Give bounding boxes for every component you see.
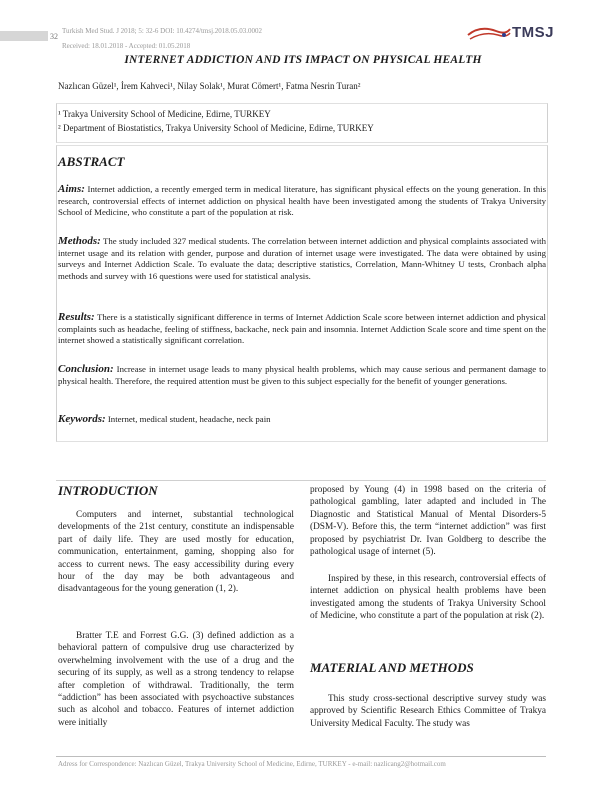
correspondence-footer: Adress for Correspondence: Nazlıcan Güzel, Trakya University School of Medicine, Edirne, TURKEY - e-mail: nazlicang2@hotmail.com xyxy=(58,760,446,768)
received-accepted-dates: Received: 18.01.2018 - Accepted: 01.05.2018 xyxy=(62,42,191,50)
aims-text: Internet addiction, a recently emerged term in medical literature, has significant physical effects on the young generation. In this research, controversial effects of internet addiction on physical health have been investigated among the students of Trakya University School of Medicine, who constitute a part of the population at risk. xyxy=(58,184,546,218)
journal-reference: Turkish Med Stud. J 2018; 5: 32-6 DOI: 10.4274/tmsj.2018.05.03.0002 xyxy=(62,27,263,35)
methods-label: Methods: xyxy=(58,235,101,247)
paper-title: INTERNET ADDICTION AND ITS IMPACT ON PHYSICAL HEALTH xyxy=(124,54,482,66)
affiliation-1: ¹ Trakya University School of Medicine, Edirne, TURKEY xyxy=(58,109,271,119)
section-divider xyxy=(56,480,546,481)
introduction-paragraph-3: proposed by Young (4) in 1998 based on the criteria of pathological gambling, later adapted and included in The Diagnostic and Statistical Manual of Mental Disorders-5 (DSM-V). Before this, the term “internet addiction” was first proposed by psychiatrist Dr. Ivan Goldberg to describe the pathological usage of internet (5). xyxy=(310,485,546,558)
page-number: 32 xyxy=(50,32,58,41)
keywords-label: Keywords: xyxy=(58,413,106,425)
introduction-paragraph-2: Bratter T.E and Forrest G.G. (3) defined addiction as a behavioral pattern of compulsive drug use characterized by overwhelming involvement with the use of a drug and the securing of its supply, as well as a strong tendency to relapse after completion of withdrawal. Traditionally, the term “addiction” has been associated with psychoactive substances such as alcohol and tobacco. Features of internet addiction were initially xyxy=(58,631,294,728)
abstract-methods xyxy=(58,236,546,282)
material-methods-paragraph-1: This study cross-sectional descriptive survey study was approved by Scientific Research Ethics Committee of Trakya University Medical Faculty. The study was xyxy=(310,694,546,729)
aims-label: Aims: xyxy=(58,183,85,195)
abstract-heading: ABSTRACT xyxy=(58,154,125,169)
results-label: Results: xyxy=(58,311,95,323)
conclusion-text: Increase in internet usage leads to many physical health problems, which may cause serious and permanent damage to physical health. Therefore, the required attention must be given to this subject especially for the benefit of younger generations. xyxy=(58,364,546,386)
abstract-conclusion xyxy=(58,364,546,387)
introduction-paragraph-4: Inspired by these, in this research, controversial effects of internet addiction on physical health problems have been investigated among the students of Trakya University School of Medicine, who constitute a part of the population at risk (2). xyxy=(310,574,546,622)
header-bar xyxy=(0,31,48,41)
abstract-aims xyxy=(58,184,546,219)
abstract-results xyxy=(58,312,546,347)
conclusion-label: Conclusion: xyxy=(58,363,114,375)
introduction-heading: INTRODUCTION xyxy=(58,483,158,498)
introduction-paragraph-1: Computers and internet, substantial technological developments of the 21st century, constitute an indispensable part of daily life. They are used mostly for education, communication, entertainment, gaming, shopping also for access to current news. The easy accessibility during every hour of the day may be both advantageous and disadvantageous for the young generation (1, 2). xyxy=(58,510,294,595)
footer-divider xyxy=(56,756,546,757)
abstract-keywords xyxy=(58,414,546,426)
material-methods-heading: MATERIAL AND METHODS xyxy=(310,660,474,675)
author-list: Nazlıcan Güzel¹, İrem Kahveci¹, Nilay Solak¹, Murat Cömert¹, Fatma Nesrin Turan² xyxy=(58,81,361,91)
methods-text: The study included 327 medical students. The correlation between internet addiction and physical complaints associated with internet usage and its relation with gender, purpose and duration of internet usage were investigated. The data were obtained by using surveys and Internet Addiction Scale. To evaluate the data; descriptive statistics, Correlation, Mann-Whitney U tests, Cronbach alpha methods and survey with 16 questions were used for statistical analysis. xyxy=(58,236,547,281)
results-text: There is a statistically significant difference in terms of Internet Addiction Scale score between internet addiction and physical complaints such as headache, feeling of stiffness, backache, neck pain and insomnia. Internet Addiction Scale score and time spent on the internet showed a statistically significant correlation. xyxy=(58,312,546,346)
keywords-text: Internet, medical student, headache, neck pain xyxy=(107,414,271,424)
journal-logo-text: TMSJ xyxy=(512,24,555,41)
affiliation-2: ² Department of Biostatistics, Trakya University School of Medicine, Edirne, TURKEY xyxy=(58,123,374,133)
